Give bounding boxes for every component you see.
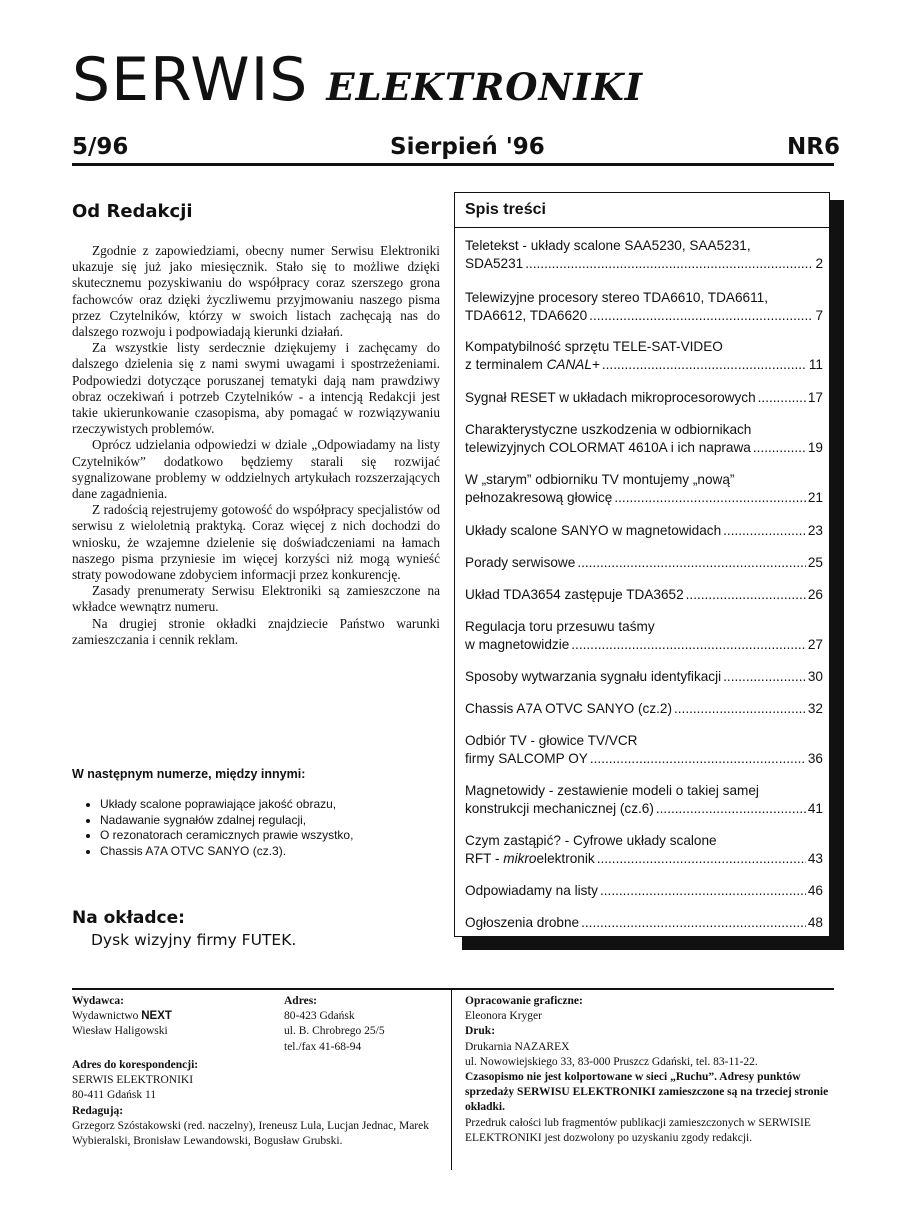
toc-entry	[465, 832, 823, 868]
toc-leader	[571, 636, 806, 654]
toc-entry-title: Telewizyjne procesory stereo TDA6610, TDA6611,	[465, 290, 768, 305]
publisher-person: Wiesław Haligowski	[72, 1025, 168, 1038]
editorial-paragraph: Z radością rejestrujemy gotowość do współpracy specjalistów od serwisu z wieloletnią praktyką. Coraz więcej z nich dochodzi do wniosku, że wzajemne dzielenie się doświadczeniami na łamach naszego pisma przyniesie im więcej korzyści niż mogą wynieść straty powodowane zdobyciem informacji przez konkurencję.	[72, 502, 440, 583]
address-label: Adres:	[284, 995, 318, 1007]
copyright-note: Przedruk całości lub fragmentów publikacji zamieszczonych w SERWISIE ELEKTRONIKI jest dozwolony po uzyskaniu zgody redakcji.	[465, 1116, 811, 1144]
toc-leader	[674, 700, 806, 718]
issue-nr: NR6	[787, 134, 840, 160]
toc-shadow	[462, 937, 844, 950]
toc-leader	[581, 914, 806, 932]
toc-entry-title: Magnetowidy - zestawienie modeli o takiej samej	[465, 783, 759, 798]
toc-page-number: 25	[807, 555, 823, 570]
toc-separator	[455, 227, 829, 228]
toc-page-number: 30	[807, 669, 823, 684]
issue-date: Sierpień '96	[390, 134, 545, 160]
toc-leader	[590, 750, 806, 768]
toc-entry-title: Układy scalone SANYO w magnetowidach	[465, 523, 722, 538]
cover-heading: Na okładce:	[72, 908, 185, 928]
toc-entry	[465, 554, 823, 572]
publisher-name: NEXT	[141, 1010, 172, 1023]
toc-leader	[525, 255, 813, 273]
distribution-note: Czasopismo nie jest kolportowane w sieci „Ruchu”. Adresy punktów sprzedaży SERWISU ELEKTRONIKI zamieszczone są na trzeciej stronie okładki.	[465, 1071, 829, 1114]
next-issue-item: • Układy scalone poprawiające jakość obrazu,	[100, 797, 460, 813]
toc-entry-title: Ogłoszenia drobne	[465, 915, 580, 930]
toc-entry-title: Czym zastąpić? - Cyfrowe układy scalone	[465, 833, 717, 848]
address-line: 80-423 Gdańsk	[284, 1010, 355, 1023]
toc-entry	[465, 782, 823, 818]
editorial-body	[72, 243, 440, 648]
toc-leader	[589, 307, 813, 325]
toc-entry-title: SDA5231	[465, 256, 524, 271]
toc-page-number: 27	[807, 637, 823, 652]
print-name: Drukarnia NAZAREX	[465, 1040, 570, 1053]
editors-label: Redagują:	[72, 1104, 124, 1117]
production-block	[465, 994, 835, 1146]
toc-leader	[656, 800, 806, 818]
toc-page-number: 43	[807, 851, 823, 866]
toc-entry-title: Sposoby wytwarzania sygnału identyfikacji	[465, 669, 722, 684]
toc-leader	[753, 439, 806, 457]
editorial-paragraph: Oprócz udzielania odpowiedzi w dziale „Odpowiadamy na listy Czytelników” dodatkowo będziemy starali się rozwijać sygnalizowane problemy w oddzielnych artykułach rozszerzających dane zagadnienia.	[72, 437, 440, 502]
next-issue-item: • O rezonatorach ceramicznych prawie wszystko,	[100, 828, 460, 844]
toc-entry-title: Porady serwisowe	[465, 555, 576, 570]
toc-entry	[465, 289, 823, 325]
toc-entry-title: Charakterystyczne uszkodzenia w odbiornikach	[465, 422, 752, 437]
address-line: tel./fax 41-68-94	[284, 1040, 362, 1053]
editorial-paragraph: Zasady prenumeraty Serwisu Elektroniki są zamieszczone na wkładce wewnątrz numeru.	[72, 583, 440, 615]
toc-page-number: 41	[807, 801, 823, 816]
toc-page-number: 21	[807, 490, 823, 505]
toc-shadow	[830, 200, 844, 950]
footer-rule	[72, 988, 834, 990]
toc-page-number: 2	[815, 256, 823, 271]
correspondence-label: Adres do korespondencji:	[72, 1059, 199, 1071]
toc-entry-emphasis: mikro	[503, 851, 537, 866]
toc-entry-title: TDA6612, TDA6620	[465, 308, 588, 323]
toc-entry-title: Chassis A7A OTVC SANYO (cz.2)	[465, 701, 672, 716]
header-rule	[72, 163, 834, 166]
toc-entry-title: pełnozakresową głowicę	[465, 490, 613, 505]
correspondence-block	[72, 1058, 442, 1149]
graphics-person: Eleonora Kryger	[465, 1010, 542, 1023]
toc-page-number: 46	[807, 883, 823, 898]
toc-page-number: 7	[815, 308, 823, 323]
toc-page-number: 32	[807, 701, 823, 716]
correspondence-line: SERWIS ELEKTRONIKI	[72, 1074, 194, 1087]
toc-leader	[723, 522, 806, 540]
toc-entry	[465, 471, 823, 507]
toc-leader	[600, 882, 806, 900]
toc-entry-title: Odpowiadamy na listy	[465, 883, 598, 898]
toc-entry-title: W „starym” odbiorniku TV montujemy „nową”	[465, 472, 735, 487]
publisher-prefix: Wydawnictwo	[72, 1010, 142, 1023]
toc-entry-title: RFT - mikroelektronik	[465, 851, 595, 866]
print-address: ul. Nowowiejskiego 33, 83-000 Pruszcz Gdański, tel. 83-11-22.	[465, 1055, 758, 1068]
toc-leader	[686, 586, 806, 604]
toc-entry-title: Regulacja toru przesuwu taśmy	[465, 619, 655, 634]
address-block	[284, 994, 444, 1055]
toc-entry-title: Odbiór TV - głowice TV/VCR	[465, 733, 638, 748]
toc-entry	[465, 618, 823, 654]
toc-entry-emphasis: CANAL+	[546, 357, 600, 372]
toc-entry-title: Układ TDA3654 zastępuje TDA3652	[465, 587, 684, 602]
toc-leader	[602, 356, 807, 374]
toc-page-number: 17	[807, 390, 823, 405]
toc-entry-title: z terminalem CANAL+	[465, 357, 600, 372]
next-issue-item: • Nadawanie sygnałów zdalnej regulacji,	[100, 813, 460, 829]
toc-entry	[465, 421, 823, 457]
toc-entry-title: Teletekst - układy scalone SAA5230, SAA5231,	[465, 238, 751, 253]
toc-entry	[465, 338, 823, 374]
toc-entry	[465, 389, 823, 407]
toc-entry-title: telewizyjnych COLORMAT 4610A i ich naprawa	[465, 440, 751, 455]
toc-leader	[597, 850, 806, 868]
toc-page-number: 36	[807, 751, 823, 766]
next-issue-item: • Chassis A7A OTVC SANYO (cz.3).	[100, 844, 460, 860]
toc-page-number: 48	[807, 915, 823, 930]
graphics-label: Opracowanie graficzne:	[465, 995, 583, 1007]
table-of-contents	[454, 192, 830, 937]
publisher-label: Wydawca:	[72, 995, 124, 1007]
toc-entry	[465, 914, 823, 932]
magazine-title	[72, 45, 644, 115]
toc-entry	[465, 522, 823, 540]
magazine-title-main: SERWIS	[72, 45, 309, 115]
editorial-paragraph: Za wszystkie listy serdecznie dziękujemy i zachęcamy do dalszego dzielenia się z nami swymi uwagami i spostrzeżeniami. Podpowiedzi dotyczące poruszanej tematyki dają nam prawdziwy obraz oczekiwań i potrzeb Czytelników - a intencją Redakcji jest takie ukierunkowanie czasopisma, aby pomagać w rozwiązywaniu rzeczywistych problemów.	[72, 340, 440, 437]
footer-divider	[451, 990, 452, 1170]
toc-leader	[614, 489, 806, 507]
toc-leader	[723, 668, 806, 686]
toc-entry	[465, 586, 823, 604]
toc-page-number: 11	[808, 357, 823, 372]
magazine-title-sub: ELEKTRONIKI	[326, 65, 644, 109]
toc-leader	[577, 554, 806, 572]
toc-leader	[758, 389, 806, 407]
toc-entry	[465, 668, 823, 686]
toc-entry-title: konstrukcji mechanicznej (cz.6)	[465, 801, 654, 816]
toc-entry-title: Kompatybilność sprzętu TELE-SAT-VIDEO	[465, 339, 723, 354]
toc-entry-title: w magnetowidzie	[465, 637, 570, 652]
toc-heading: Spis treści	[465, 201, 546, 218]
toc-entry	[465, 882, 823, 900]
next-issue-list	[86, 797, 460, 859]
editorial-paragraph: Na drugiej stronie okładki znajdziecie Państwo warunki zamieszczania i cennik reklam.	[72, 615, 440, 647]
toc-entry	[465, 732, 823, 768]
publisher-block	[72, 994, 272, 1040]
correspondence-line: 80-411 Gdańsk 11	[72, 1089, 157, 1102]
editorial-heading: Od Redakcji	[72, 201, 193, 222]
print-label: Druk:	[465, 1025, 496, 1038]
toc-entry	[465, 700, 823, 718]
address-line: ul. B. Chrobrego 25/5	[284, 1025, 385, 1038]
toc-page-number: 23	[807, 523, 823, 538]
toc-page-number: 19	[807, 440, 823, 455]
toc-entry	[465, 237, 823, 273]
editorial-paragraph: Zgodnie z zapowiedziami, obecny numer Serwisu Elektroniki ukazuje się już jako miesięcznik. Stało się to możliwe dzięki skutecznemu pozyskiwaniu do współpracy coraz szerszego grona fachowców oraz dzięki życzliwemu przyjmowaniu naszego pisma przez Czytelników, którzy w swoich listach zachęcają nas do dalszego rozwoju i podpowiadają kierunki działań.	[72, 243, 440, 340]
cover-text: Dysk wizyjny firmy FUTEK.	[91, 931, 297, 949]
toc-entry-title: firmy SALCOMP OY	[465, 751, 588, 766]
next-issue-heading: W następnym numerze, między innymi:	[72, 767, 306, 781]
editors-text: Grzegorz Szóstakowski (red. naczelny), Ireneusz Lula, Lucjan Jednac, Marek Wybieralski, Bronisław Lewandowski, Bogusław Grubski.	[72, 1119, 429, 1148]
toc-page-number: 26	[807, 587, 823, 602]
toc-entry-title: Sygnał RESET w układach mikroprocesorowych	[465, 390, 756, 405]
issue-number: 5/96	[72, 134, 129, 160]
